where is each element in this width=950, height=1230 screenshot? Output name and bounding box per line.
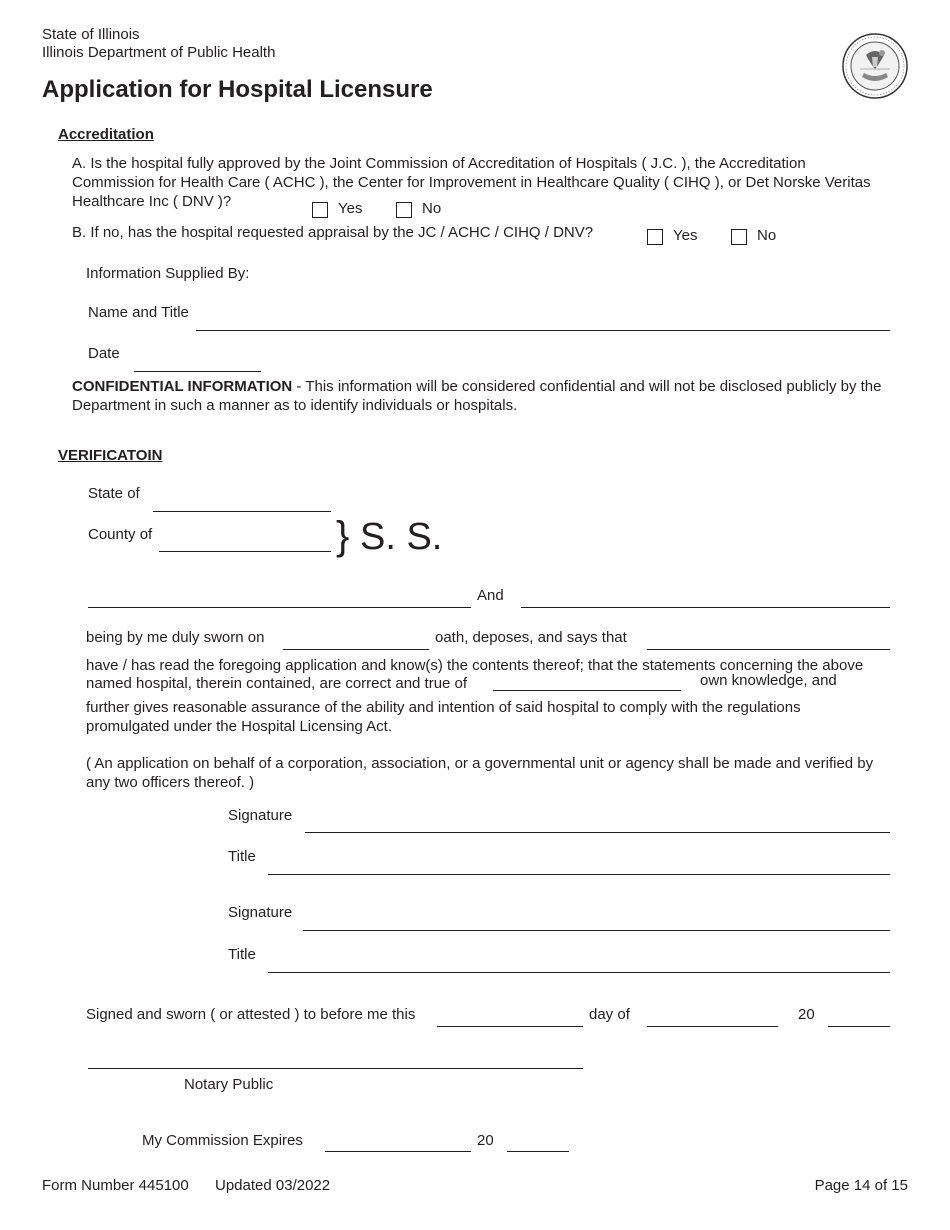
question-a-yes-label: Yes [338, 200, 363, 217]
statement-line-1: have / has read the foregoing application and know(s) the contents thereof; that the statements concerning the above [86, 657, 864, 674]
title-1-label: Title [228, 848, 256, 865]
year-field[interactable] [828, 1026, 890, 1027]
notary-public-label: Notary Public [184, 1076, 274, 1093]
day-of-label: day of [589, 1006, 630, 1023]
says-that-field[interactable] [647, 649, 890, 650]
confidential-notice [72, 377, 902, 415]
knowledge-of-field[interactable] [493, 690, 681, 691]
accreditation-heading: Accreditation [58, 126, 154, 143]
commission-year-prefix-label: 20 [477, 1132, 494, 1149]
commission-year-field[interactable] [507, 1151, 569, 1152]
affiant-name-1-field[interactable] [88, 607, 471, 608]
name-and-title-label: Name and Title [88, 304, 189, 321]
name-and-title-field[interactable] [196, 330, 890, 331]
notary-signature-field[interactable] [88, 1068, 583, 1069]
statement-line-3: further gives reasonable assurance of the ability and intention of said hospital to comply with the regulations promulgated under the Hospital Licensing Act. [86, 699, 801, 735]
statement-line-2: named hospital, therein contained, are correct and true of [86, 675, 468, 692]
state-of-label: State of [88, 485, 140, 502]
question-a-no-checkbox[interactable] [396, 202, 412, 218]
county-of-field[interactable] [159, 551, 331, 552]
month-field[interactable] [647, 1026, 778, 1027]
date-field[interactable] [134, 371, 261, 372]
title-2-label: Title [228, 946, 256, 963]
commission-expires-label: My Commission Expires [142, 1132, 303, 1149]
question-b-yes-label: Yes [673, 227, 698, 244]
oath-label: oath, deposes, and says that [435, 629, 627, 646]
own-knowledge-label: own knowledge, and [700, 672, 837, 689]
and-label: And [477, 587, 504, 604]
officers-note: ( An application on behalf of a corporation, association, or a governmental unit or agency shall be made and verified by any two officers thereof. ) [86, 755, 874, 791]
question-a: A. Is the hospital fully approved by the Joint Commission of Accreditation of Hospitals ( J.C. ), the Accreditation Commission for Health Care ( ACHC ), the Center for Improvement in Healthcare Quality ( CIHQ ), or Det Norske Veritas Healthcare Inc ( DNV )? [72, 155, 871, 210]
question-b-no-label: No [757, 227, 777, 244]
day-field[interactable] [437, 1026, 583, 1027]
signature-2-label: Signature [228, 904, 293, 921]
county-of-label: County of [88, 526, 153, 543]
confidential-text: - This information will be considered confidential and will not be disclosed publicly by the Department in such a manner as to identify individuals or hospitals. [72, 378, 882, 414]
being-sworn-label: being by me duly sworn on [86, 629, 265, 646]
title-2-field[interactable] [268, 972, 890, 973]
info-supplied-by-label: Information Supplied By: [86, 265, 250, 282]
signed-sworn-label: Signed and sworn ( or attested ) to before me this [86, 1006, 416, 1023]
question-a-yes-checkbox[interactable] [312, 202, 328, 218]
form-number: Form Number 445100 [42, 1177, 189, 1194]
verification-heading: VERIFICATOIN [58, 447, 163, 464]
title-1-field[interactable] [268, 874, 890, 875]
commission-expires-field[interactable] [325, 1151, 471, 1152]
page-number: Page 14 of 15 [814, 1177, 908, 1194]
state-of-field[interactable] [153, 511, 331, 512]
year-prefix-label: 20 [798, 1006, 815, 1023]
state-name: State of Illinois [42, 26, 140, 43]
date-label: Date [88, 345, 120, 362]
illinois-state-seal-icon [842, 33, 908, 99]
ss-brace: } [336, 514, 350, 558]
updated-date: Updated 03/2022 [215, 1177, 331, 1194]
ss-label: S. S. [360, 516, 443, 558]
sworn-on-field[interactable] [283, 649, 429, 650]
question-a-no-label: No [422, 200, 442, 217]
question-b-no-checkbox[interactable] [731, 229, 747, 245]
department-name: Illinois Department of Public Health [42, 44, 276, 61]
signature-2-field[interactable] [303, 930, 890, 931]
page-title: Application for Hospital Licensure [42, 76, 433, 103]
question-b: B. If no, has the hospital requested appraisal by the JC / ACHC / CIHQ / DNV? [72, 224, 594, 241]
affiant-name-2-field[interactable] [521, 607, 890, 608]
signature-1-label: Signature [228, 807, 293, 824]
question-b-yes-checkbox[interactable] [647, 229, 663, 245]
confidential-heading: CONFIDENTIAL INFORMATION [72, 378, 293, 395]
signature-1-field[interactable] [305, 832, 890, 833]
